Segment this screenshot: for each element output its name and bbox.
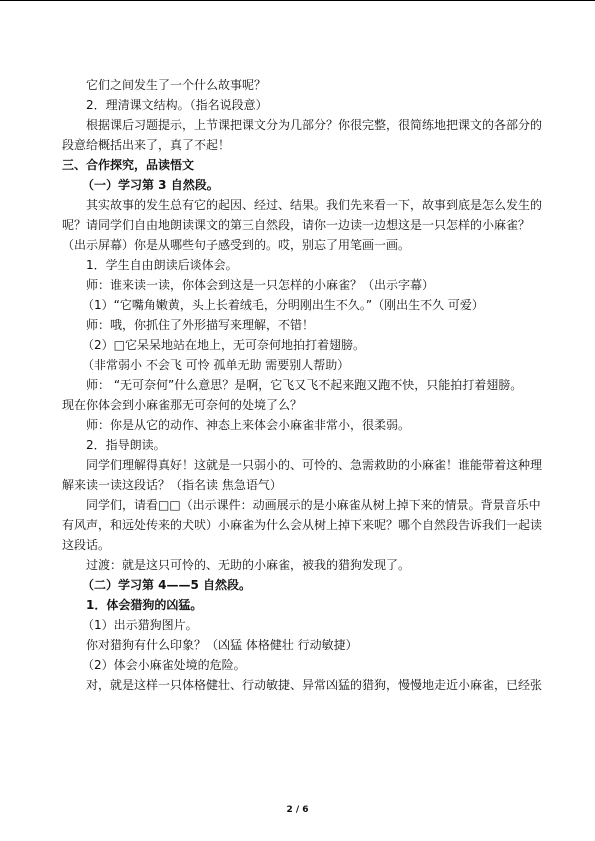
text-line: 师：你是从它的动作、神态上来体会小麻雀非常小，很柔弱。: [86, 418, 411, 432]
text-line: （1）“它嘴角嫩黄，头上长着绒毛，分明刚出生不久。”（刚出生不久 可爱）: [82, 298, 484, 312]
text-line: 同学们理解得真好！这就是一只弱小的、可怜的、急需救助的小麻雀！谁能带着这种理: [86, 458, 543, 472]
text-line: 有风声，和远处传来的犬吠）小麻雀为什么会从树上掉下来呢？哪个自然段告诉我们一起读: [62, 518, 543, 532]
document-body: [62, 75, 543, 695]
text-line: 1．体会猎狗的凶猛。: [86, 598, 203, 612]
text-line: 你对猎狗有什么印象？（凶猛 体格健壮 行动敏捷）: [86, 638, 358, 652]
text-line: （2）□它呆呆地站在地上，无可奈何地拍打着翅膀。: [82, 338, 365, 352]
text-line: 对，就是这样一只体格健壮、行动敏捷、异常凶猛的猎狗，慢慢地走近小麻雀，已经张: [86, 678, 543, 692]
text-line: 三、合作探究，品读悟文: [62, 158, 195, 172]
text-line: 2．指导朗读。: [86, 438, 166, 452]
text-line: 2．理清课文结构。（指名说段意）: [86, 98, 268, 112]
text-line: （非常弱小 不会飞 可怜 孤单无助 需要别人帮助）: [82, 358, 350, 372]
text-line: 呢？请同学们自由地朗读课文的第三自然段，请你一边读一边想这是一只怎样的小麻雀？: [62, 218, 531, 232]
text-line: 师：哦，你抓住了外形描写来理解，不错！: [86, 318, 315, 332]
text-line: （一）学习第 3 自然段。: [82, 178, 219, 192]
text-line: 现在你体会到小麻雀那无可奈何的处境了么？: [62, 398, 303, 412]
text-line: 根据课后习题提示，上节课把课文分为几部分？你很完整，很简练地把课文的各部分的: [86, 118, 543, 132]
text-line: （出示屏幕）你是从哪些句子感受到的。哎，别忘了用笔画一画。: [62, 238, 411, 252]
text-line: （2）体会小麻雀处境的危险。: [82, 658, 246, 672]
page-number: 2 / 6: [286, 805, 309, 815]
text-line: 其实故事的发生总有它的起因、经过、结果。我们先来看一下，故事到底是怎么发生的: [86, 198, 543, 212]
text-line: 段意给概括出来了，真了不起！: [62, 138, 231, 152]
text-line: （二）学习第 4——5 自然段。: [82, 578, 252, 592]
text-line: 它们之间发生了一个什么故事呢？: [86, 78, 267, 92]
text-line: 师：谁来读一读，你体会到这是一只怎样的小麻雀？（出示字幕）: [86, 278, 435, 292]
text-line: 这段话。: [62, 538, 111, 552]
text-line: 解来读一读这段话？（指名读 焦急语气）: [62, 478, 282, 492]
text-line: 同学们，请看□□（出示课件：动画展示的是小麻雀从树上掉下来的情景。背景音乐中: [86, 498, 541, 512]
text-line: （1）出示猎狗图片。: [82, 618, 198, 632]
top-border-line: [0, 0, 595, 1]
text-line: 过渡：就是这只可怜的、无助的小麻雀，被我的猎狗发现了。: [86, 558, 411, 572]
text-line: 1．学生自由朗读后谈体会。: [86, 258, 238, 272]
text-line: 师： “无可奈何”什么意思？是啊，它飞又飞不起来跑又跑不快，只能拍打着翅膀。: [86, 378, 523, 392]
